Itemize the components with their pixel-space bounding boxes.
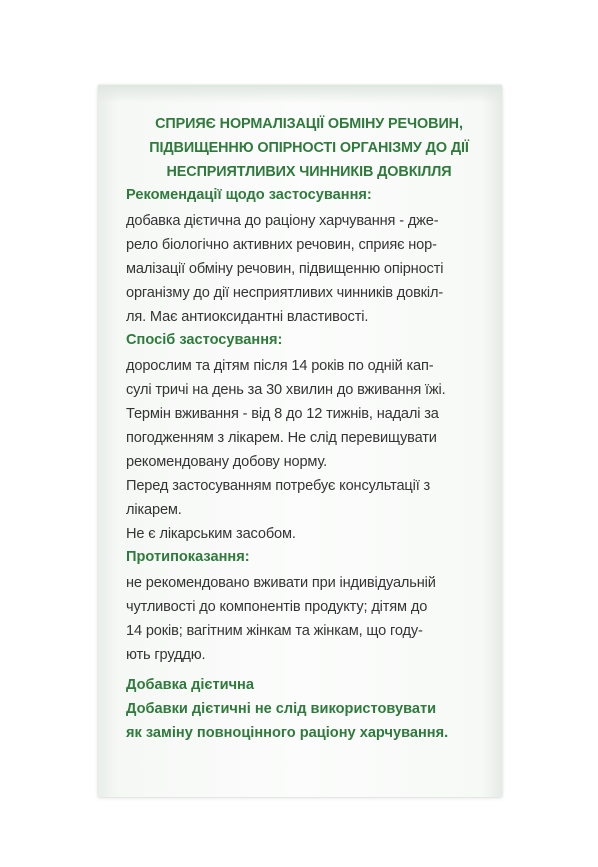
text-line: рекомендовану добову норму. [126,454,328,470]
text-line: Термін вживання - від 8 до 12 тижнів, надалі за [126,406,439,422]
headline-line: СПРИЯЄ НОРМАЛІЗАЦІЇ ОБМІНУ РЕЧОВИН, [155,116,463,132]
headline-line: ПІДВИЩЕННЮ ОПІРНОСТІ ОРГАНІЗМУ ДО ДІЇ [149,140,469,156]
text-line: лікарем. [126,502,182,518]
notice-title: Добавка дієтична [126,677,254,693]
recommendations-title: Рекомендації щодо застосування: [126,187,372,203]
text-line: ють груддю. [126,647,206,663]
text-line: добавка дієтична до раціону харчування - дже- [126,213,439,229]
notice-line: як заміну повноцінного раціону харчування. [126,725,449,741]
dietary-supplement-notice [126,673,488,745]
contraindications-title: Протипоказання: [126,549,250,565]
headline [130,112,488,184]
text-line: дорослим та дітям після 14 років по одній кап- [126,358,434,374]
text-line: організму до дії несприятливих чинників довкіл- [126,285,444,301]
text-line: чутливості до компонентів продукту; дітям до [126,599,428,615]
text-line: Не є лікарським засобом. [126,526,296,542]
text-line: погодженням з лікарем. Не слід перевищувати [126,430,437,446]
recommendations-text [126,209,488,329]
text-line: малізації обміну речовин, підвищенню опірності [126,261,444,277]
text-line: Перед застосуванням потребує консультації з [126,478,431,494]
text-line: 14 років; вагітним жінкам та жінкам, що году- [126,623,423,639]
package-text [126,112,488,745]
headline-line: НЕСПРИЯТЛИВИХ ЧИННИКІВ ДОВКІЛЛЯ [166,164,452,180]
text-line: не рекомендовано вживати при індивідуальній [126,575,436,591]
contraindications-text [126,571,488,667]
usage-text [126,354,488,546]
text-line: рело біологічно активних речовин, сприяє нор- [126,237,437,253]
text-line: сулі тричі на день за 30 хвилин до вживання їжі. [126,382,446,398]
text-line: ля. Має антиоксидантні властивості. [126,309,369,325]
usage-title: Спосіб застосування: [126,332,283,348]
notice-line: Добавки дієтичні не слід використовувати [126,701,437,717]
